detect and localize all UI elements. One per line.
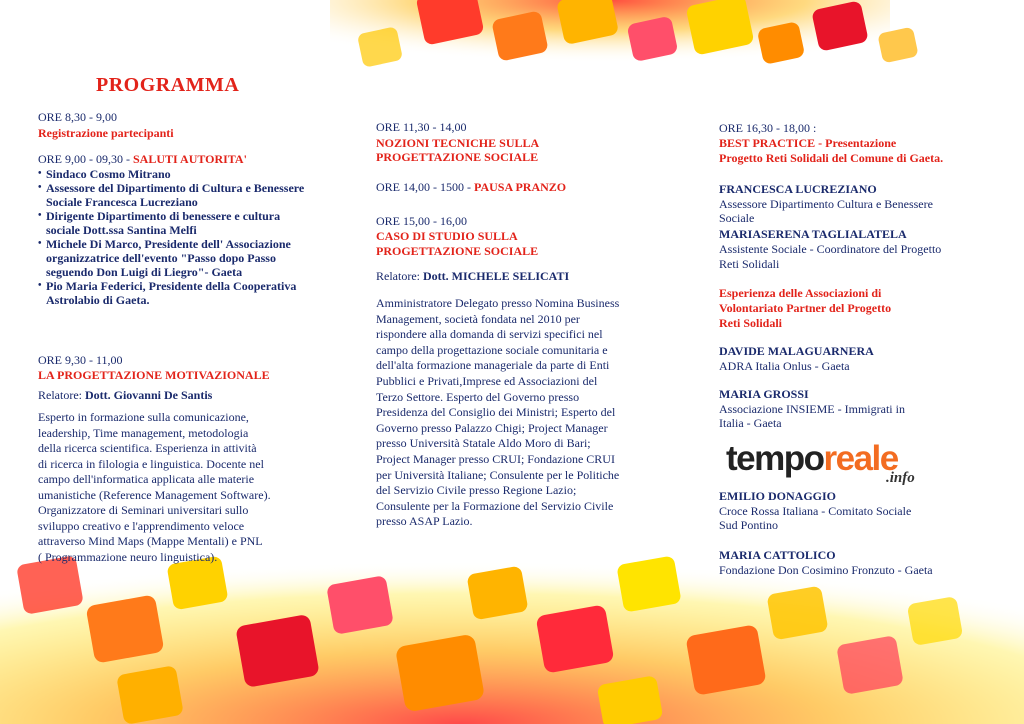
- person-role: Croce Rossa Italiana - Comitato Sociale: [719, 504, 912, 518]
- person-name: MARIASERENA TAGLIALATELA: [719, 227, 907, 241]
- person-role: Fondazione Don Cosimino Fronzuto - Gaeta: [719, 563, 933, 577]
- bio-line: leadership, Time management, metodologia: [38, 425, 249, 440]
- person-name: FRANCESCA LUCREZIANO: [719, 182, 877, 196]
- person-name: EMILIO DONAGGIO: [719, 489, 837, 503]
- session2-label: SALUTI AUTORITA': [133, 152, 247, 166]
- person-name: MARIA GROSSI: [719, 387, 809, 401]
- person-role: Sociale: [719, 211, 755, 225]
- person-role: Assistente Sociale - Coordinatore del Progetto: [719, 242, 942, 256]
- person-name: MARIA CATTOLICO: [719, 548, 836, 562]
- bio-line: Organizzatore di Seminari universitari sullo: [38, 503, 249, 517]
- session3-label: LA PROGETTAZIONE MOTIVAZIONALE: [38, 368, 270, 382]
- person-role: Sud Pontino: [719, 518, 779, 532]
- bio-line: campo dell'informatica applicata alle materie: [38, 472, 255, 486]
- session2-header: [38, 152, 247, 166]
- bio-line: della ricerca scientifica. Esperienza in attività: [38, 441, 257, 455]
- bio-line: per Università Italiane; Consulente per le Politiche: [376, 467, 620, 482]
- list-item: • Pio Maria Federici, Presidente della Cooperativa Astrolabio di Gaeta.: [38, 279, 308, 307]
- session1-time: ORE 8,30 - 9,00: [38, 110, 117, 124]
- relatore-name: Dott. MICHELE SELICATI: [422, 269, 570, 283]
- bio-line: del Servizio Civile presso Regione Lazio;: [376, 483, 577, 498]
- person-role: Associazione INSIEME - Immigrati in: [719, 402, 905, 416]
- saluti-list: [38, 167, 308, 307]
- esperienza-line: Volontariato Partner del Progetto: [719, 301, 892, 315]
- relatore-name: Dott. Giovanni De Santis: [84, 388, 213, 402]
- list-item: • Dirigente Dipartimento di benessere e cultura sociale Dott.ssa Santina Melfi: [38, 209, 308, 237]
- logo-info-text: .info: [886, 470, 915, 486]
- session6-label-line1: CASO DI STUDIO SULLA: [376, 229, 518, 243]
- person-name: DAVIDE MALAGUARNERA: [719, 344, 874, 358]
- person-role: ADRA Italia Onlus - Gaeta: [719, 359, 850, 373]
- session6-relatore: [376, 269, 569, 283]
- logo-wordmark: [726, 440, 898, 478]
- session7-label-line1: [719, 136, 896, 150]
- bio-line: presso Università Statale Aldo Moro di Bari;: [376, 436, 591, 451]
- person-role: Assessore Dipartimento Cultura e Benessere: [719, 197, 933, 211]
- session6-label-line2: PROGETTAZIONE SOCIALE: [376, 244, 539, 258]
- session4-label-line2: PROGETTAZIONE SOCIALE: [376, 150, 539, 164]
- bio-line: attraverso Mind Maps (Mappe Mentali) e PNL: [38, 534, 263, 548]
- bio-line: Consulente per la Formazione del Servizio Civile: [376, 498, 614, 513]
- bio-line: ( Programmazione neuro linguistica).: [38, 549, 218, 564]
- bio-line: rispondere alla domanda di servizi specifici nel: [376, 327, 603, 342]
- person-role: Reti Solidali: [719, 257, 780, 271]
- session3-relatore: [38, 388, 212, 402]
- list-item: • Michele Di Marco, Presidente dell' Associazione organizzatrice dell'evento "Passo dopo Passo seguendo Don Luigi di Liegro"- Gaeta: [38, 237, 308, 279]
- bio-line: di ricerca in filologia e linguistica. Docente nel: [38, 456, 264, 471]
- session7-label-line2: Progetto Reti Solidali del Comune di Gaeta.: [719, 151, 944, 165]
- top-decoration: [330, 0, 919, 90]
- best-practice-label: BEST PRACTICE -: [719, 136, 826, 150]
- bio-line: Amministratore Delegato presso Nomina Business: [376, 296, 620, 310]
- session7-time: ORE 16,30 - 18,00 :: [719, 121, 817, 135]
- bio-line: Governo presso Palazzo Chigi; Project Manager: [376, 420, 608, 435]
- session3-time: ORE 9,30 - 11,00: [38, 353, 123, 367]
- bio-line: sviluppo creativo e l'apprendimento veloce: [38, 518, 245, 533]
- session6-time: ORE 15,00 - 16,00: [376, 214, 467, 228]
- person-role: Italia - Gaeta: [719, 416, 782, 430]
- presentazione-label: Presentazione: [825, 136, 897, 150]
- session1-label: Registrazione partecipanti: [38, 126, 174, 140]
- logo-reale-text: reale: [823, 439, 898, 478]
- bio-line: Esperto in formazione sulla comunicazione,: [38, 410, 249, 424]
- bio-line: Pubblici e Privati,Imprese ed Associazioni del: [376, 373, 598, 388]
- session4-time: ORE 11,30 - 14,00: [376, 120, 467, 134]
- session5-header: [376, 180, 566, 194]
- bio-line: Management, società fondata nel 2010 per: [376, 311, 580, 326]
- bio-line: campo della progettazione sociale comunitaria e: [376, 342, 608, 357]
- programma-title: PROGRAMMA: [96, 74, 240, 96]
- session5-time: ORE 14,00 - 1500 -: [376, 180, 474, 194]
- relatore-prefix: Relatore:: [38, 388, 85, 402]
- logo-tempo-text: tempo: [726, 439, 824, 478]
- session4-label-line1: NOZIONI TECNICHE SULLA: [376, 136, 540, 150]
- bio-line: presso ASAP Lazio.: [376, 514, 473, 529]
- bio-line: dell'alta formazione manageriale da parte di Enti: [376, 358, 610, 373]
- session5-label: PAUSA PRANZO: [474, 180, 567, 194]
- bio-line: Presidenza del Consiglio dei Ministri; Esperto del: [376, 405, 616, 420]
- tempo-reale-logo: [724, 436, 930, 488]
- list-item: • Sindaco Cosmo Mitrano: [38, 167, 308, 181]
- bio-line: umanistiche (Reference Management Software).: [38, 487, 271, 502]
- relatore-prefix: Relatore:: [376, 269, 423, 283]
- bio-line: Terzo Settore. Esperto del Governo presso: [376, 389, 580, 404]
- esperienza-line: Esperienza delle Associazioni di: [719, 286, 882, 300]
- bio-line: Project Manager presso CRUI; Fondazione CRUI: [376, 451, 615, 466]
- list-item: • Assessore del Dipartimento di Cultura e Benessere Sociale Francesca Lucreziano: [38, 181, 308, 209]
- session3-bio: [38, 410, 271, 565]
- session6-bio: [376, 296, 619, 530]
- esperienza-line: Reti Solidali: [719, 316, 783, 330]
- session2-time: ORE 9,00 - 09,30 -: [38, 152, 133, 166]
